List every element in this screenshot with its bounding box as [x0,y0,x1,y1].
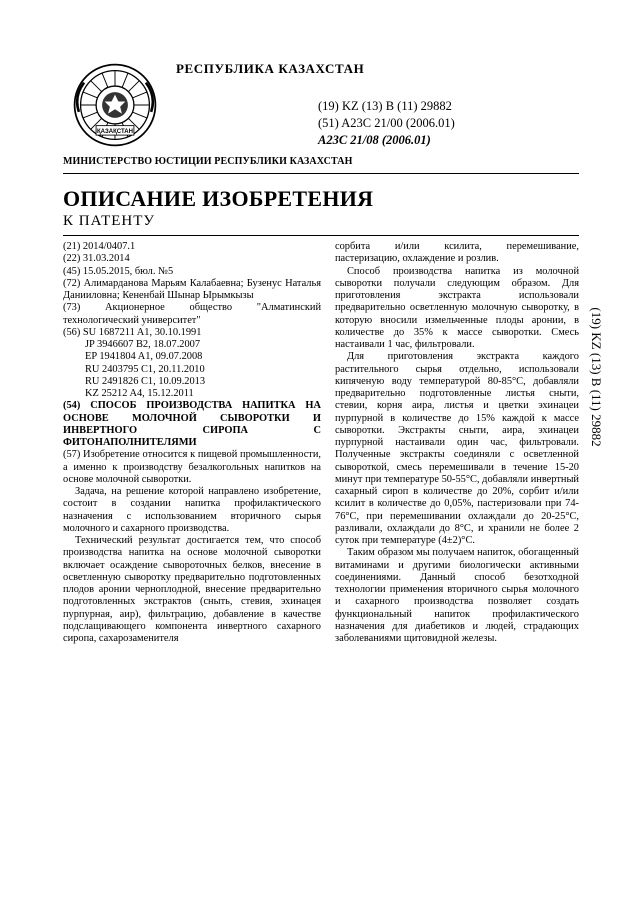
body-paragraph: Таким образом мы получаем напиток, обогащенный витаминами и другими биологически активными соединениями. Данный способ безотходной технологии применения вторичного сырья молочного и сахарного производства позволяет создать функциональный напиток профилактического назначения для диабетиков и людей, страдающих заболеваниями щитовидной железы. [335,547,579,644]
field-56-ref: EP 1941804 A1, 09.07.2008 [85,351,203,363]
left-column [63,241,321,645]
field-22: (22) 31.03.2014 [63,253,130,265]
field-21: (21) 2014/0407.1 [63,241,136,252]
field-56-ref: RU 2491826 C1, 10.09.2013 [85,375,206,387]
field-72-inventors: (72) Алимарданова Марьям Калабаевна; Бузенус Наталья Данииловна; Кененбай Шынар Ырымкызы [63,277,321,301]
bibliographic-data [63,241,321,400]
field-45: (45) 15.05.2015, бюл. №5 [63,265,174,277]
side-patent-number-text: (19) KZ (13) B (11) 29882 [589,307,604,447]
abstract-paragraph: Технический результат достигается тем, что способ производства напитка на основе молочной сыворотки включает осаждение сывороточных белков, внесение в осветленную сыворотку предварительно подготовленных плодов аронии черноплодной, внесение предварительно подготовленных экстрактов (сныть, стевия, эхинацея пурпурная, аир), фильтрацию, добавление в качестве подслащивающего компонента инвертного сахарного сиропа, сахарозаменителя [63,535,321,644]
field-56: (56) SU 1687211 A1, 30.10.1991 [63,326,202,338]
code-line-51b: A23C 21/08 (2006.01) [318,133,431,147]
abstract-paragraph: Задача, на решение которой направлено изобретение, состоит в создании напитка профилактического назначения с использованием вторичного сырья молочного и сахарного производства. [63,486,321,534]
emblem-text: ҚАЗАҚСТАН [97,128,133,135]
right-column [335,241,579,645]
patent-codes [318,98,455,149]
field-56-ref: RU 2403795 C1, 20.11.2010 [85,363,205,375]
field-73-owner: (73) Акционерное общество "Алматинский технологический университет" [63,302,321,326]
body-paragraph: Для приготовления экстракта каждого растительного сырья отдельно, использовали кипяченую воду температурой 80-85°С, добавляли предварительно подготовленные листья сныти, стевии, корня аира, листья и цветки эхинацеи пурпурной в количестве до 15% каждой к массе сыворотки. Экстракты сныти, аира, эхинацеи пурпурной настаивали один час, фильтровали. Полученные экстракты соединяли с осветленной сывороткой, смесь перемешивали в течение 15-20 минут при температуре 50-55°С, добавляли инвертный сахарный сироп в количестве до 20%, сорбит и/или ксилит в количестве до 0,05%, пастеризовали при 74-76°С, при перемешивании охлаждали до 20-25°С, разливали, охлаждали до 8°С, и хранили не более 2 суток при температуре (4±2)°С. [335,351,579,546]
body-paragraph: сорбита и/или ксилита, перемешивание, пастеризацию, охлаждение и розлив. [335,241,579,265]
document-title: ОПИСАНИЕ ИЗОБРЕТЕНИЯ [63,186,374,211]
abstract-paragraph: (57) Изобретение относится к пищевой промышленности, а именно к производству безалкогольных напитков на основе молочной сыворотки. [63,449,321,485]
title-divider [63,235,579,236]
field-56-ref: KZ 25212 A4, 15.12.2011 [85,388,194,399]
code-line-19: (19) KZ (13) B (11) 29882 [318,99,452,113]
republic-title: РЕСПУБЛИКА КАЗАХСТАН [176,61,365,76]
header-divider [63,173,579,174]
state-emblem [72,62,158,148]
code-line-51: (51) A23C 21/00 (2006.01) [318,116,455,130]
document-subtitle: К ПАТЕНТУ [63,213,156,229]
side-patent-number [586,292,606,462]
field-54-invention-title: (54) СПОСОБ ПРОИЗВОДСТВА НАПИТКА НА ОСНОВЕ МОЛОЧНОЙ СЫВОРОТКИ И ИНВЕРТНОГО СИРОПА С ФИТОНАПОЛНИТЕЛЯМИ [63,400,321,448]
field-56-ref: JP 3946607 B2, 18.07.2007 [85,339,201,350]
body-paragraph: Способ производства напитка из молочной сыворотки получали следующим образом. Для приготовления экстракта использовали предварительно осветленную молочную сыворотку, в которую вносили измельченные плоды аронии, в количестве до 35% к массе сыворотки. Смесь настаивали 1 час, фильтровали. [335,265,579,350]
ministry-name: МИНИСТЕРСТВО ЮСТИЦИИ РЕСПУБЛИКИ КАЗАХСТАН [63,156,353,167]
